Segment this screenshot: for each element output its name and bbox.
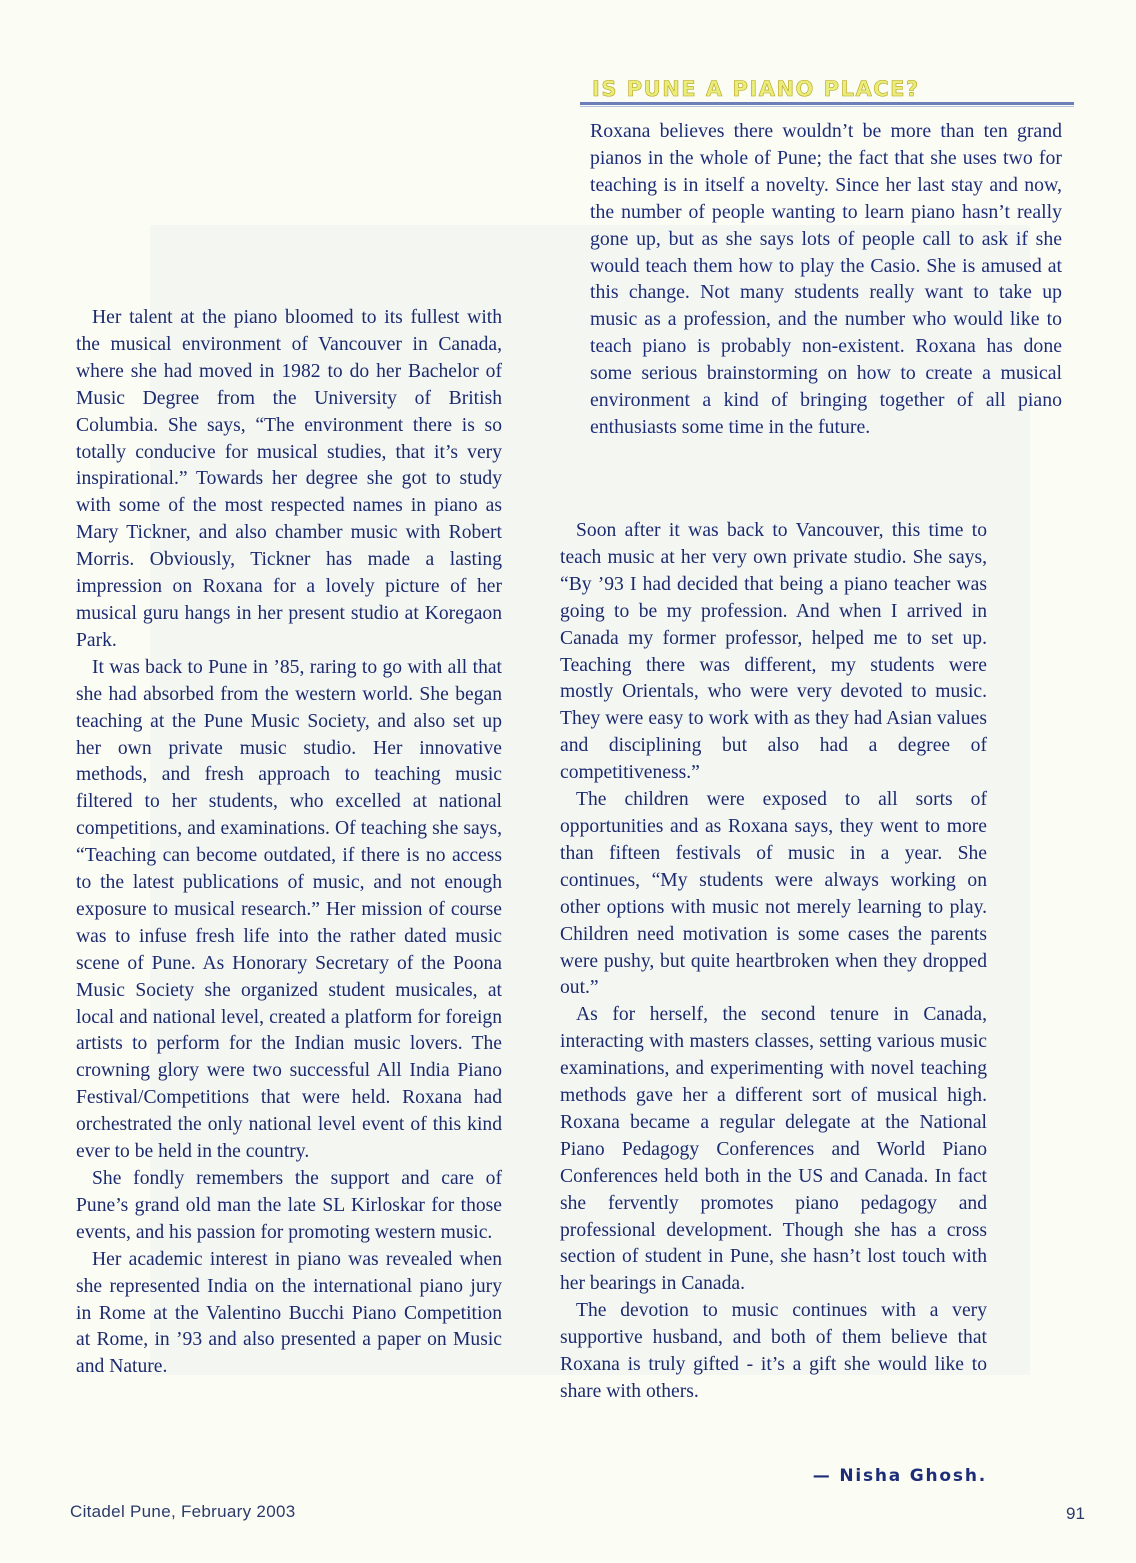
sidebar-box bbox=[590, 118, 1062, 441]
sidebar-rule-thin bbox=[580, 106, 1074, 107]
paragraph: The children were exposed to all sorts of opportunities and as Roxana says, they went to more than fifteen festivals of music in a year. She continues, “My students were always working on other options with music not merely learning to play. Children need motivation is some cases the parents were pushy, but quite heartbroken when they dropped out.” bbox=[560, 789, 987, 999]
sidebar-rule bbox=[580, 102, 1074, 105]
paragraph: The devotion to music continues with a very supportive husband, and both of them believe that Roxana is truly gifted - it’s a gift she would like to share with others. bbox=[560, 1300, 987, 1402]
paragraph: As for herself, the second tenure in Canada, interacting with masters classes, setting various music examinations, and experimenting with novel teaching methods gave her a different sort of musical high. Roxana became a regular delegate at the National Piano Pedagogy Conferences and World Piano Conferences held both in the US and Canada. In fact she fervently promotes piano pedagogy and professional development. Though she has a cross section of student in Pune, she hasn’t lost touch with her bearings in Canada. bbox=[560, 1004, 987, 1295]
left-column bbox=[76, 305, 502, 1381]
publication-footer: Citadel Pune, February 2003 bbox=[70, 1502, 296, 1521]
paragraph: Her talent at the piano bloomed to its fullest with the musical environment of Vancouver in Canada, where she had moved in 1982 to do her Bachelor of Music Degree from the University of British Columbia. She says, “The environment there is so totally conducive for musical studies, that it’s very inspirational.” Towards her degree she got to study with some of the most respected names in piano as Mary Tickner, and also chamber music with Robert Morris. Obviously, Tickner has made a lasting impression on Roxana for a lovely picture of her musical guru hangs in her present studio at Koregaon Park. bbox=[76, 307, 502, 651]
paragraph: Her academic interest in piano was revealed when she represented India on the international piano jury in Rome at the Valentino Bucchi Piano Competition at Rome, in ’93 and also presented a paper on Music and Nature. bbox=[76, 1248, 502, 1378]
page-number: 91 bbox=[1066, 1504, 1085, 1523]
paragraph: Soon after it was back to Vancouver, this time to teach music at her very own private studio. She says, “By ’93 I had decided that being a piano teacher was going to be my profession. And when I arrived in Canada my former professor, helped me to set up. Teaching there was different, my students were mostly Orientals, who were very devoted to music. They were easy to work with as they had Asian values and disciplining but also had a degree of competitiveness.” bbox=[560, 520, 987, 784]
right-column bbox=[560, 518, 987, 1406]
sidebar-text: Roxana believes there wouldn’t be more than ten grand pianos in the whole of Pune; the fact that she uses two for teaching is in itself a novelty. Since her last stay and now, the number of people wanting to learn piano hasn’t really gone up, but as she says lots of people call to ask if she would teach them how to play the Casio. She is amused at this change. Not many students really want to take up music as a profession, and the number who would like to teach piano is probably non-existent. Roxana has done some serious brainstorming on how to create a musical environment a kind of bringing together of all piano enthusiasts some time in the future. bbox=[590, 120, 1062, 438]
paragraph: It was back to Pune in ’85, raring to go with all that she had absorbed from the western world. She began teaching at the Pune Music Society, and also set up her own private music studio. Her innovative methods, and fresh approach to teaching music filtered to her students, who excelled at national competitions, and examinations. Of teaching she says, “Teaching can become outdated, if there is no access to the latest publications of music, and not enough exposure to musical research.” Her mission of course was to infuse fresh life into the rather dated music scene of Pune. As Honorary Secretary of the Poona Music Society she organized student musicales, at local and national level, created a platform for foreign artists to perform for the Indian music lovers. The crowning glory were two successful All India Piano Festival/Competitions that were held. Roxana had orchestrated the only national level event of this kind ever to be held in the country. bbox=[76, 656, 502, 1163]
sidebar-title: IS PUNE A PIANO PLACE? bbox=[592, 77, 920, 101]
author-byline: — Nisha Ghosh. bbox=[812, 1466, 987, 1486]
paragraph: She fondly remembers the support and care of Pune’s grand old man the late SL Kirloskar for those events, and his passion for promoting western music. bbox=[76, 1168, 502, 1243]
